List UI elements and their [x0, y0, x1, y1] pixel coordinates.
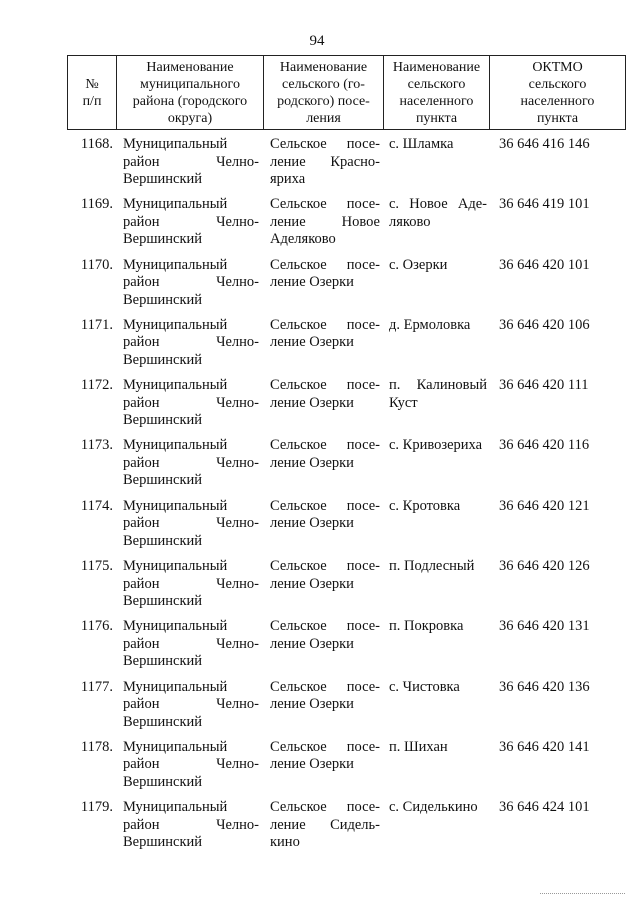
cell-line: Муниципальный	[123, 136, 228, 152]
cell-line: Муниципальный	[123, 196, 228, 213]
cell-line: район Челно-	[123, 274, 259, 291]
cell-line: район Челно-	[123, 153, 259, 170]
cell-line: Муниципальный	[123, 316, 228, 333]
cell-line: район Челно-	[123, 696, 259, 713]
cell-line: Муниципальный	[123, 678, 228, 695]
cell-district	[123, 799, 259, 852]
cell-line: Сельское посе-	[270, 377, 380, 394]
cell-line: ление Сидель-	[270, 816, 380, 833]
table-row	[67, 434, 631, 494]
cell-line: Вершинский	[123, 653, 203, 670]
cell-settlement	[270, 618, 380, 653]
cell-line: п. Покровка	[389, 618, 464, 635]
cell-line: район Челно-	[123, 635, 259, 652]
cell-line: ление Озерки	[270, 696, 354, 713]
cell-line: ление Озерки	[270, 334, 354, 351]
cell-district	[123, 317, 259, 370]
cell-line: Вершинский	[123, 231, 203, 248]
cell-line: ление Озерки	[270, 454, 354, 471]
cell-number: 1175.	[80, 558, 113, 575]
cell-line: с. Кривозериха	[389, 437, 483, 454]
cell-settlement	[270, 739, 380, 774]
cell-line: Вершинский	[123, 351, 203, 368]
cell-oktmo: 36 646 416 146	[499, 136, 590, 152]
cell-line: яриха	[270, 171, 306, 187]
cell-district	[123, 136, 259, 189]
cell-line: Муниципальный	[123, 799, 228, 816]
cell-oktmo: 36 646 420 106	[499, 316, 590, 333]
header-line: округа)	[167, 110, 213, 126]
cell-line: район Челно-	[123, 394, 259, 411]
cell-line: ление Озерки	[270, 515, 354, 532]
header-line: сельского	[528, 76, 587, 92]
cell-line: ляково	[389, 213, 431, 230]
cell-line: с. Кротовка	[389, 497, 461, 514]
header-district	[117, 56, 264, 130]
cell-line: Вершинский	[123, 171, 203, 187]
header-line: населенного	[520, 93, 595, 109]
cell-line: Аделяково	[270, 231, 336, 248]
cell-settlement	[270, 136, 380, 189]
cell-district	[123, 377, 259, 430]
header-line: родского) посе-	[277, 93, 370, 109]
cell-line: Сельское посе-	[270, 256, 380, 273]
table-row	[67, 314, 631, 374]
cell-line: ление Красно-	[270, 153, 380, 170]
cell-number: 1176.	[80, 618, 113, 635]
header-locality	[384, 56, 490, 130]
cell-line: ление Озерки	[270, 635, 354, 652]
header-line: Наименование	[392, 59, 481, 75]
cell-line: Сельское посе-	[270, 618, 380, 635]
table-row	[67, 133, 631, 193]
table-row	[67, 495, 631, 555]
cell-locality	[389, 377, 487, 412]
cell-number: 1171.	[80, 316, 113, 333]
cell-line: Муниципальный	[123, 256, 228, 273]
cell-line: с. Шламка	[389, 136, 454, 152]
cell-line: п. Калиновый	[389, 377, 487, 394]
cell-number: 1177.	[80, 678, 113, 695]
cell-locality	[389, 679, 487, 697]
cell-line: д. Ермоловка	[389, 316, 471, 333]
cell-line: район Челно-	[123, 756, 259, 773]
cell-line: Вершинский	[123, 834, 203, 851]
cell-locality	[389, 799, 487, 817]
cell-line: с. Чистовка	[389, 678, 460, 695]
cell-settlement	[270, 377, 380, 412]
cell-district	[123, 196, 259, 249]
cell-oktmo: 36 646 420 116	[499, 437, 590, 454]
footer-mark	[540, 893, 625, 894]
cell-locality	[389, 136, 487, 154]
cell-line: п. Подлесный	[389, 558, 475, 575]
table-header	[67, 55, 626, 130]
cell-settlement	[270, 196, 380, 249]
cell-line: район Челно-	[123, 515, 259, 532]
table-row	[67, 374, 631, 434]
header-line: Наименование	[146, 59, 234, 75]
header-settlement	[264, 56, 384, 130]
cell-line: Муниципальный	[123, 558, 228, 575]
table-body	[67, 133, 631, 857]
header-line: пункта	[536, 110, 579, 126]
cell-line: ление Озерки	[270, 756, 354, 773]
table-row	[67, 254, 631, 314]
cell-line: Муниципальный	[123, 497, 228, 514]
cell-line: Сельское посе-	[270, 316, 380, 333]
cell-line: Муниципальный	[123, 437, 228, 454]
cell-oktmo: 36 646 419 101	[499, 196, 590, 213]
cell-line: Вершинский	[123, 472, 203, 489]
cell-locality	[389, 618, 487, 636]
table-row	[67, 193, 631, 253]
cell-line: Сельское посе-	[270, 497, 380, 514]
cell-line: ление Озерки	[270, 274, 354, 291]
cell-district	[123, 498, 259, 551]
header-line: сельского	[407, 76, 466, 92]
cell-line: ление Озерки	[270, 575, 354, 592]
cell-locality	[389, 317, 487, 335]
cell-line: с. Новое Аде-	[389, 196, 487, 213]
cell-line: Сельское посе-	[270, 558, 380, 575]
cell-district	[123, 739, 259, 792]
cell-district	[123, 437, 259, 490]
cell-line: Вершинский	[123, 713, 203, 730]
cell-oktmo: 36 646 420 136	[499, 678, 590, 695]
cell-oktmo: 36 646 420 126	[499, 558, 590, 575]
cell-number: 1172.	[80, 377, 113, 394]
cell-line: Вершинский	[123, 412, 203, 429]
cell-settlement	[270, 679, 380, 714]
cell-settlement	[270, 437, 380, 472]
cell-locality	[389, 257, 487, 275]
cell-number: 1178.	[80, 738, 113, 755]
cell-settlement	[270, 558, 380, 593]
cell-number: 1169.	[80, 196, 113, 213]
cell-settlement	[270, 317, 380, 352]
cell-line: Муниципальный	[123, 738, 228, 755]
cell-line: Сельское посе-	[270, 136, 380, 152]
cell-line: Сельское посе-	[270, 196, 380, 213]
cell-oktmo: 36 646 420 131	[499, 618, 590, 635]
cell-line: Сельское посе-	[270, 437, 380, 454]
cell-district	[123, 558, 259, 611]
cell-number: 1173.	[80, 437, 113, 454]
cell-settlement	[270, 799, 380, 852]
header-line: муниципального	[140, 76, 240, 92]
cell-line: Сельское посе-	[270, 678, 380, 695]
cell-line: с. Сиделькино	[389, 799, 478, 816]
cell-line: Вершинский	[123, 593, 203, 610]
header-line: ления	[306, 110, 341, 126]
header-line: населенного	[399, 93, 474, 109]
header-num	[68, 56, 117, 130]
cell-oktmo: 36 646 420 101	[499, 256, 590, 273]
cell-oktmo: 36 646 420 111	[499, 377, 589, 394]
table-row	[67, 796, 631, 856]
cell-line: район Челно-	[123, 575, 259, 592]
cell-locality	[389, 739, 487, 757]
cell-district	[123, 257, 259, 310]
header-line: пункта	[415, 110, 458, 126]
cell-number: 1168.	[80, 136, 113, 152]
cell-oktmo: 36 646 420 121	[499, 497, 590, 514]
cell-line: Вершинский	[123, 291, 203, 308]
cell-locality	[389, 498, 487, 516]
table-row	[67, 615, 631, 675]
cell-line: район Челно-	[123, 213, 259, 230]
cell-locality	[389, 437, 487, 455]
cell-number: 1179.	[80, 799, 113, 816]
header-line: Наименование	[279, 59, 368, 75]
cell-line: Сельское посе-	[270, 738, 380, 755]
header-line: района (городского	[132, 93, 248, 109]
cell-district	[123, 679, 259, 732]
cell-line: п. Шихан	[389, 738, 448, 755]
cell-district	[123, 618, 259, 671]
cell-line: Вершинский	[123, 773, 203, 790]
header-oktmo	[490, 56, 626, 130]
cell-settlement	[270, 498, 380, 533]
cell-line: Вершинский	[123, 532, 203, 549]
cell-locality	[389, 558, 487, 576]
header-line: п/п	[82, 93, 102, 109]
cell-line: Куст	[389, 394, 418, 411]
table-row	[67, 555, 631, 615]
cell-locality	[389, 196, 487, 231]
cell-number: 1174.	[80, 497, 113, 514]
cell-line: район Челно-	[123, 816, 259, 833]
cell-line: Сельское посе-	[270, 799, 380, 816]
page-number: 94	[309, 33, 325, 49]
cell-line: ление Озерки	[270, 394, 354, 411]
cell-number: 1170.	[80, 256, 113, 273]
header-line: №	[85, 76, 99, 92]
cell-line: район Челно-	[123, 454, 259, 471]
cell-line: кино	[270, 834, 300, 851]
cell-line: Муниципальный	[123, 618, 228, 635]
cell-oktmo: 36 646 424 101	[499, 799, 590, 816]
cell-line: с. Озерки	[389, 256, 448, 273]
cell-settlement	[270, 257, 380, 292]
cell-line: ление Новое	[270, 213, 380, 230]
cell-line: Муниципальный	[123, 377, 228, 394]
table-row	[67, 736, 631, 796]
cell-line: район Челно-	[123, 334, 259, 351]
header-line: сельского (го-	[282, 76, 365, 92]
header-line: ОКТМО	[532, 59, 583, 75]
table-row	[67, 676, 631, 736]
cell-oktmo: 36 646 420 141	[499, 738, 590, 755]
